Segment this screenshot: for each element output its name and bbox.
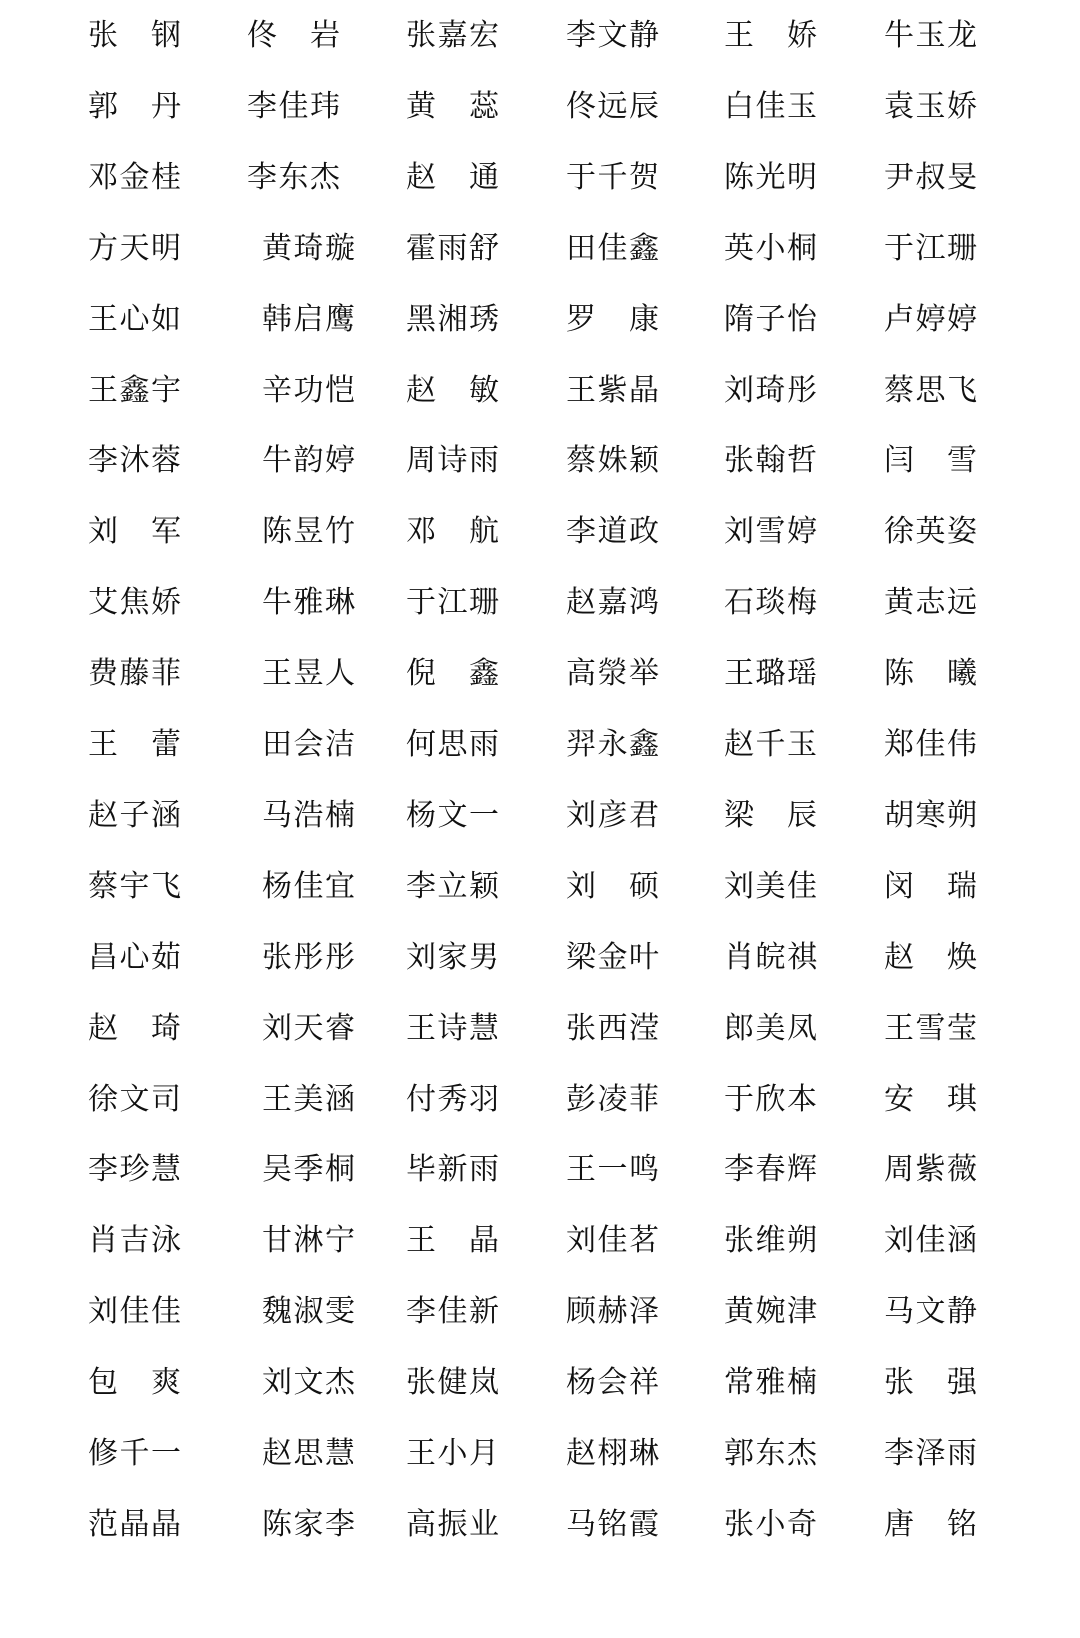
name-cell: 韩启鹰	[262, 301, 355, 337]
name-cell: 彭凌菲	[566, 1081, 659, 1117]
name-cell: 顾赫泽	[566, 1294, 659, 1330]
name-cell: 辛功恺	[262, 372, 355, 408]
name-cell: 李佳玮	[247, 88, 340, 124]
name-cell: 王心如	[88, 301, 181, 337]
name-cell: 赵嘉鸿	[566, 585, 659, 621]
name-cell: 李文静	[566, 18, 659, 53]
name-cell: 王小月	[406, 1436, 499, 1471]
name-cell: 费藤菲	[88, 656, 181, 692]
name-cell: 马文静	[884, 1294, 977, 1330]
name-row	[0, 1009, 1080, 1049]
name-row	[0, 441, 1080, 481]
name-cell: 羿永鑫	[566, 727, 659, 762]
name-cell: 昌心茹	[88, 939, 181, 975]
name-cell: 张 强	[884, 1365, 977, 1401]
name-cell: 黄琦璇	[262, 230, 355, 266]
name-cell: 赵思慧	[262, 1436, 355, 1471]
name-cell: 修千一	[88, 1436, 181, 1471]
name-cell: 陈 曦	[884, 656, 977, 692]
name-cell: 赵千玉	[724, 727, 817, 762]
name-cell: 王雪莹	[884, 1010, 977, 1046]
name-cell: 刘家男	[406, 939, 499, 975]
name-row	[0, 300, 1080, 340]
name-cell: 张小奇	[724, 1506, 817, 1542]
name-cell: 刘美佳	[724, 868, 817, 904]
name-cell: 张翰哲	[724, 443, 817, 479]
name-cell: 蔡宇飞	[88, 868, 181, 904]
name-cell: 范晶晶	[88, 1506, 181, 1542]
name-cell: 梁金叶	[566, 939, 659, 975]
name-row	[0, 1363, 1080, 1403]
name-row	[0, 87, 1080, 127]
name-cell: 英小桐	[724, 230, 817, 266]
name-cell: 王 晶	[406, 1223, 499, 1259]
name-cell: 黄婉津	[724, 1294, 817, 1330]
name-cell: 刘佳茗	[566, 1223, 659, 1259]
name-cell: 郭东杰	[724, 1436, 817, 1471]
name-cell: 卢婷婷	[884, 301, 977, 337]
name-cell: 尹叔旻	[884, 159, 977, 195]
name-cell: 郎美凤	[724, 1010, 817, 1046]
name-cell: 石琰梅	[724, 585, 817, 621]
name-cell: 田会洁	[262, 727, 355, 762]
name-cell: 佟 岩	[247, 18, 340, 53]
name-cell: 郭 丹	[88, 88, 181, 124]
name-cell: 张维朔	[724, 1223, 817, 1259]
name-cell: 于江珊	[884, 230, 977, 266]
name-row	[0, 158, 1080, 198]
name-row	[0, 867, 1080, 907]
name-cell: 王美涵	[262, 1081, 355, 1117]
name-row	[0, 1080, 1080, 1120]
name-cell: 马铭霞	[566, 1506, 659, 1542]
name-cell: 刘 军	[88, 514, 181, 550]
name-cell: 邓金桂	[88, 159, 181, 195]
name-row	[0, 938, 1080, 978]
name-cell: 徐文司	[88, 1081, 181, 1117]
name-cell: 王诗慧	[406, 1010, 499, 1046]
name-cell: 黄 蕊	[406, 88, 499, 124]
name-cell: 魏淑雯	[262, 1294, 355, 1330]
name-row	[0, 1150, 1080, 1190]
name-cell: 刘 硕	[566, 868, 659, 904]
name-cell: 赵 通	[406, 159, 499, 195]
name-cell: 方天明	[88, 230, 181, 266]
name-cell: 包 爽	[88, 1365, 181, 1401]
name-cell: 赵子涵	[88, 797, 181, 833]
name-cell: 闵 瑞	[884, 868, 977, 904]
name-cell: 周诗雨	[406, 443, 499, 479]
name-cell: 马浩楠	[262, 797, 355, 833]
name-cell: 唐 铭	[884, 1506, 977, 1542]
name-cell: 艾焦娇	[88, 585, 181, 621]
name-cell: 甘淋宁	[262, 1223, 355, 1259]
name-cell: 刘文杰	[262, 1365, 355, 1401]
name-cell: 王璐瑶	[724, 656, 817, 692]
name-cell: 罗 康	[566, 301, 659, 337]
name-row	[0, 1505, 1080, 1545]
name-cell: 梁 辰	[724, 797, 817, 833]
name-cell: 袁玉娇	[884, 88, 977, 124]
name-cell: 郑佳伟	[884, 727, 977, 762]
name-cell: 陈昱竹	[262, 514, 355, 550]
name-cell: 刘佳涵	[884, 1223, 977, 1259]
name-row	[0, 796, 1080, 836]
name-cell: 付秀羽	[406, 1081, 499, 1117]
name-cell: 周紫薇	[884, 1152, 977, 1188]
name-cell: 高振业	[406, 1506, 499, 1542]
name-cell: 赵 敏	[406, 372, 499, 408]
name-cell: 李道政	[566, 514, 659, 550]
name-cell: 于江珊	[406, 585, 499, 621]
name-cell: 牛雅琳	[262, 585, 355, 621]
name-cell: 王昱人	[262, 656, 355, 692]
name-cell: 邓 航	[406, 514, 499, 550]
name-row	[0, 583, 1080, 623]
name-cell: 赵 焕	[884, 939, 977, 975]
name-cell: 李东杰	[247, 159, 340, 195]
name-cell: 闫 雪	[884, 443, 977, 479]
name-cell: 肖吉泳	[88, 1223, 181, 1259]
name-cell: 杨文一	[406, 797, 499, 833]
name-row	[0, 16, 1080, 56]
name-cell: 毕新雨	[406, 1152, 499, 1188]
name-cell: 于欣本	[724, 1081, 817, 1117]
name-cell: 牛玉龙	[884, 18, 977, 53]
name-cell: 刘彦君	[566, 797, 659, 833]
name-cell: 徐英姿	[884, 514, 977, 550]
name-cell: 倪 鑫	[406, 656, 499, 692]
name-row	[0, 654, 1080, 694]
name-row	[0, 371, 1080, 411]
name-cell: 吴季桐	[262, 1152, 355, 1188]
name-cell: 常雅楠	[724, 1365, 817, 1401]
name-cell: 于千贺	[566, 159, 659, 195]
name-cell: 张西滢	[566, 1010, 659, 1046]
name-cell: 霍雨舒	[406, 230, 499, 266]
name-cell: 赵 琦	[88, 1010, 181, 1046]
name-cell: 刘佳佳	[88, 1294, 181, 1330]
name-cell: 刘琦彤	[724, 372, 817, 408]
name-cell: 白佳玉	[724, 88, 817, 124]
name-cell: 王 娇	[724, 18, 817, 53]
name-row	[0, 1434, 1080, 1474]
name-cell: 蔡思飞	[884, 372, 977, 408]
name-cell: 肖皖祺	[724, 939, 817, 975]
name-cell: 胡寒朔	[884, 797, 977, 833]
name-cell: 何思雨	[406, 727, 499, 762]
name-cell: 赵栩琳	[566, 1436, 659, 1471]
name-cell: 张彤彤	[262, 939, 355, 975]
name-cell: 王紫晶	[566, 372, 659, 408]
name-cell: 李佳新	[406, 1294, 499, 1330]
name-cell: 田佳鑫	[566, 230, 659, 266]
name-cell: 李春辉	[724, 1152, 817, 1188]
name-cell: 高滎举	[566, 656, 659, 692]
name-cell: 张嘉宏	[406, 18, 499, 53]
name-cell: 李珍慧	[88, 1152, 181, 1188]
name-cell: 杨佳宜	[262, 868, 355, 904]
name-cell: 陈家李	[262, 1506, 355, 1542]
name-cell: 李泽雨	[884, 1436, 977, 1471]
name-cell: 王 蕾	[88, 727, 181, 762]
name-cell: 隋子怡	[724, 301, 817, 337]
name-cell: 蔡姝颖	[566, 443, 659, 479]
name-cell: 安 琪	[884, 1081, 977, 1117]
name-row	[0, 1221, 1080, 1261]
name-cell: 黑湘琇	[406, 301, 499, 337]
name-cell: 张 钢	[88, 18, 181, 53]
name-cell: 王一鸣	[566, 1152, 659, 1188]
name-row	[0, 229, 1080, 269]
name-cell: 黄志远	[884, 585, 977, 621]
name-cell: 陈光明	[724, 159, 817, 195]
name-cell: 刘天睿	[262, 1010, 355, 1046]
name-cell: 张健岚	[406, 1365, 499, 1401]
name-cell: 杨会祥	[566, 1365, 659, 1401]
name-row	[0, 1292, 1080, 1332]
name-cell: 李立颖	[406, 868, 499, 904]
name-cell: 佟远辰	[566, 88, 659, 124]
name-cell: 李沐蓉	[88, 443, 181, 479]
name-cell: 王鑫宇	[88, 372, 181, 408]
name-cell: 牛韵婷	[262, 443, 355, 479]
name-row	[0, 725, 1080, 765]
name-row	[0, 512, 1080, 552]
name-cell: 刘雪婷	[724, 514, 817, 550]
